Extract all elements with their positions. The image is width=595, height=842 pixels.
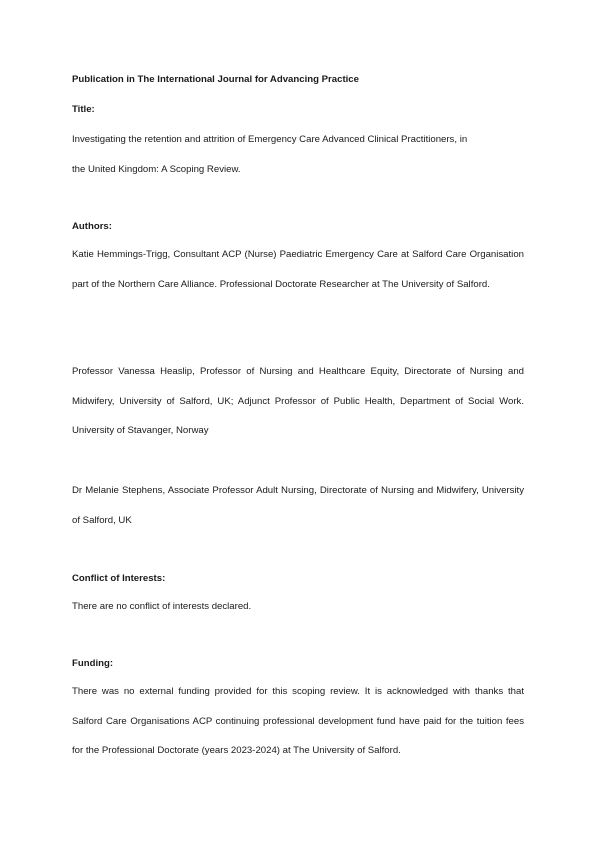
author-3: Dr Melanie Stephens, Associate Professor Adult Nursing, Directorate of Nursing and Midwifery, University of Salford, UK [72, 485, 524, 526]
author-2: Professor Vanessa Heaslip, Professor of Nursing and Healthcare Equity, Directorate of Nursing and Midwifery, University of Salford, UK; Adjunct Professor of Public Health, Department of Social Work. University of Stavanger, Norway [72, 366, 524, 437]
conflict-heading: Conflict of Interests: [72, 573, 166, 584]
title-line-2: the United Kingdom: A Scoping Review. [72, 163, 241, 175]
title-text [72, 125, 524, 184]
conflict-text: There are no conflict of interests declared. [72, 601, 252, 612]
funding-text: There was no external funding provided for this scoping review. It is acknowledged with thanks that Salford Care Organisations ACP continuing professional development fund have paid for the tuition fees for the Professional Doctorate (years 2023-2024) at The University of Salford. [72, 686, 524, 757]
title-heading: Title: [72, 104, 95, 115]
authors-heading: Authors: [72, 221, 112, 232]
journal-line: Publication in The International Journal for Advancing Practice [72, 74, 359, 85]
author-1: Katie Hemmings-Trigg, Consultant ACP (Nurse) Paediatric Emergency Care at Salford Care Organisation part of the Northern Care Alliance. Professional Doctorate Researcher at The University of Salford. [72, 249, 524, 290]
funding-heading: Funding: [72, 658, 114, 669]
title-line-1: Investigating the retention and attrition of Emergency Care Advanced Clinical Practitioners, in [72, 134, 468, 145]
